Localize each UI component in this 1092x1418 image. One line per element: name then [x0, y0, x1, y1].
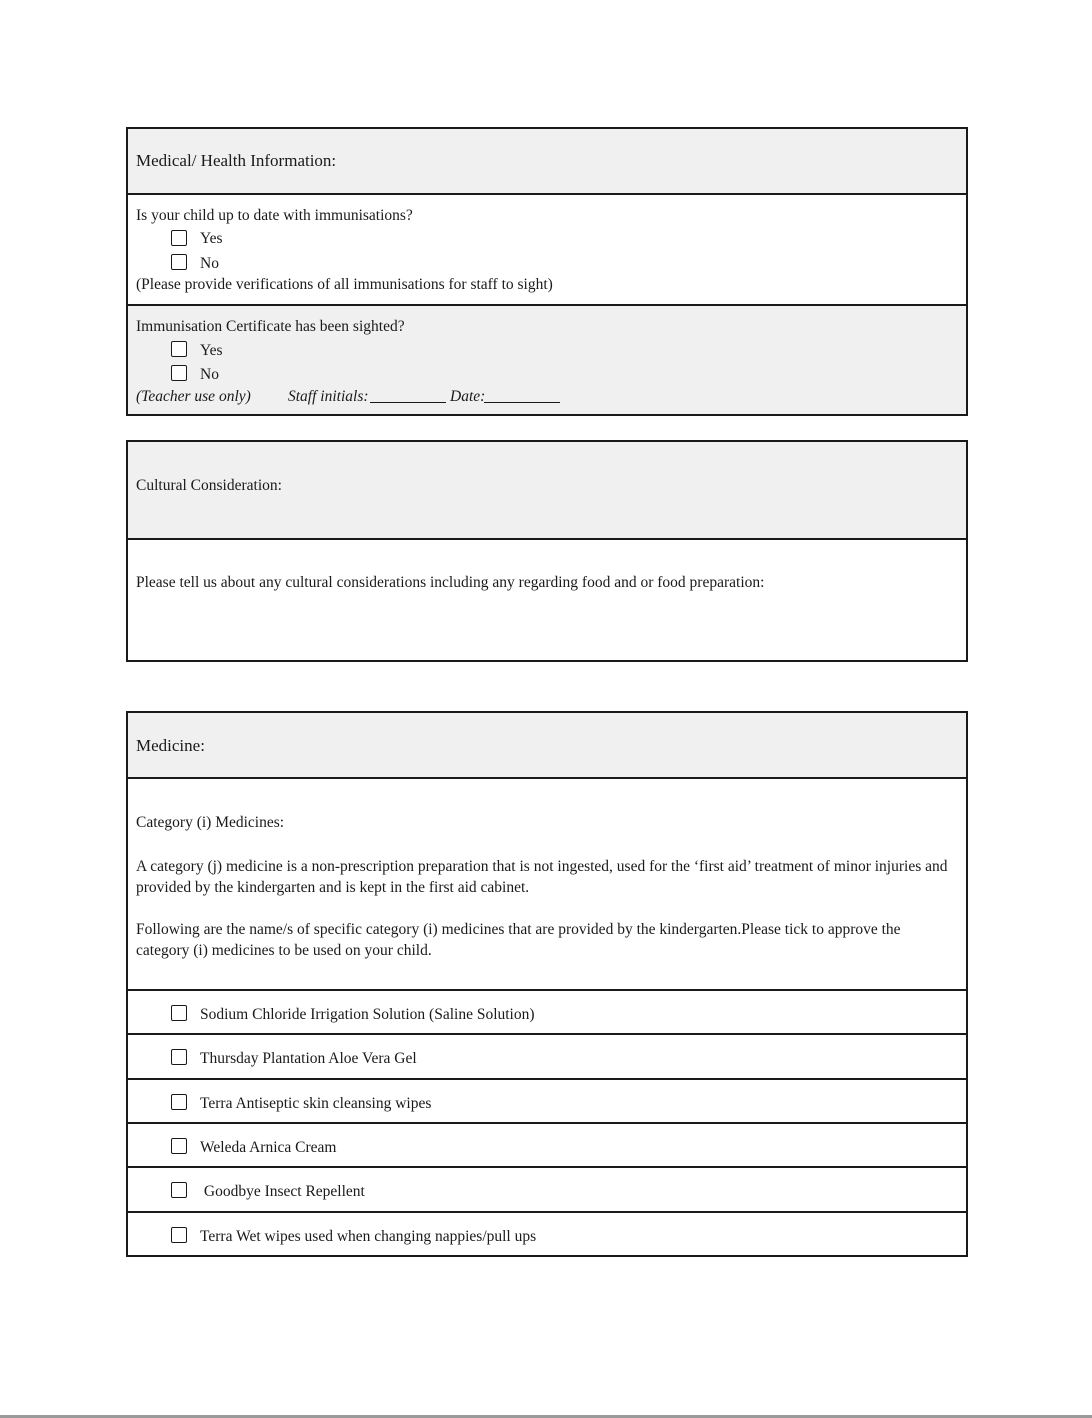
immunisation-note: (Please provide verifications of all immunisations for staff to sight) — [136, 276, 553, 293]
medicine-item-label: Weleda Arnica Cream — [200, 1139, 337, 1156]
medicine-item-label: Terra Antiseptic skin cleansing wipes — [200, 1095, 432, 1112]
wet-wipes-checkbox[interactable] — [171, 1227, 187, 1243]
certificate-question: Immunisation Certificate has been sighted? — [136, 318, 405, 335]
certificate-yes-checkbox[interactable] — [171, 341, 187, 357]
staff-initials-field[interactable] — [370, 388, 446, 408]
immunisation-yes-label: Yes — [200, 230, 223, 247]
medical-health-table — [126, 127, 968, 416]
immunisation-no-checkbox[interactable] — [171, 254, 187, 270]
medicine-item-row — [128, 1078, 966, 1122]
cultural-header-row — [128, 442, 966, 538]
medicine-item-row — [128, 1122, 966, 1166]
immunisation-no-label: No — [200, 255, 219, 272]
medicine-header-row — [128, 713, 966, 777]
certificate-no-checkbox[interactable] — [171, 365, 187, 381]
medicine-item-label: Terra Wet wipes used when changing nappies/pull ups — [200, 1228, 537, 1245]
staff-initials-label: Staff initials: — [288, 388, 369, 405]
medicine-item-label: Goodbye Insect Repellent — [200, 1183, 365, 1200]
medical-header-row — [128, 129, 966, 193]
certificate-yes-label: Yes — [200, 342, 223, 359]
medicine-info-row — [128, 777, 966, 989]
medical-title: Medical/ Health Information: — [136, 151, 337, 170]
approval-instructions: Following are the name/s of specific category (i) medicines that are provided by the kindergarten.Please tick to approve the category (i) medicines to be used on your child. — [136, 921, 901, 959]
medicine-table — [126, 711, 968, 1257]
medicine-item-row — [128, 1033, 966, 1078]
medicine-item-row — [128, 989, 966, 1033]
category-description: A category (j) medicine is a non-prescription preparation that is not ingested, used for the ‘first aid’ treatment of minor injuries and provided by the kindergarten and is kept in the first aid cabinet. — [136, 858, 948, 896]
saline-solution-checkbox[interactable] — [171, 1005, 187, 1021]
immunisation-yes-checkbox[interactable] — [171, 230, 187, 246]
date-label: Date: — [450, 388, 486, 405]
insect-repellent-checkbox[interactable] — [171, 1182, 187, 1198]
antiseptic-wipes-checkbox[interactable] — [171, 1094, 187, 1110]
teacher-use-note: (Teacher use only) — [136, 388, 251, 405]
category-heading: Category (i) Medicines: — [136, 814, 285, 831]
date-field[interactable] — [484, 388, 560, 408]
immunisation-question: Is your child up to date with immunisations? — [136, 207, 413, 224]
cultural-table — [126, 440, 968, 662]
medicine-item-row — [128, 1211, 966, 1255]
aloe-vera-gel-checkbox[interactable] — [171, 1049, 187, 1065]
medicine-item-row — [128, 1166, 966, 1211]
arnica-cream-checkbox[interactable] — [171, 1138, 187, 1154]
medicine-item-label: Sodium Chloride Irrigation Solution (Saline Solution) — [200, 1006, 535, 1023]
certificate-row — [128, 304, 966, 414]
cultural-prompt-row[interactable] — [128, 538, 966, 660]
immunisation-row — [128, 193, 966, 304]
medicine-item-label: Thursday Plantation Aloe Vera Gel — [200, 1050, 417, 1067]
cultural-title: Cultural Consideration: — [136, 477, 282, 494]
medicine-title: Medicine: — [136, 736, 205, 755]
certificate-no-label: No — [200, 366, 219, 383]
cultural-prompt: Please tell us about any cultural considerations including any regarding food and or food preparation: — [136, 574, 765, 591]
